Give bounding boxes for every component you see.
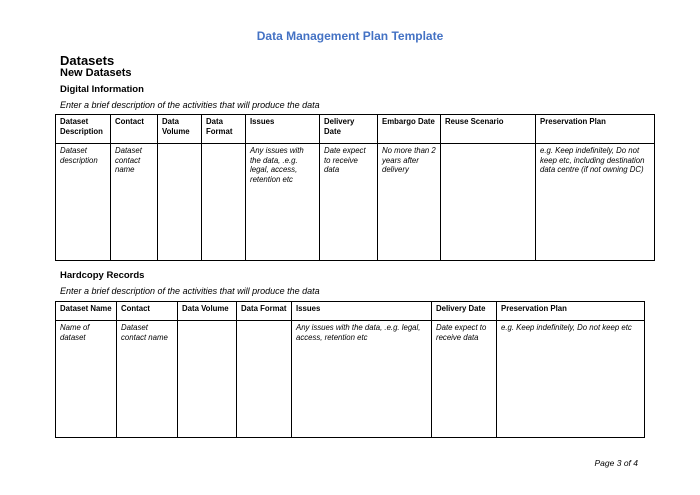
- col-issues: Issues: [292, 302, 432, 321]
- col-preservation-plan: Preservation Plan: [497, 302, 645, 321]
- col-contact: Contact: [111, 115, 158, 144]
- col-dataset-name: Dataset Name: [56, 302, 117, 321]
- cell-dataset-description: Dataset description: [56, 144, 111, 261]
- page-number: Page 3 of 4: [594, 458, 638, 468]
- table-row: [56, 144, 655, 261]
- hardcopy-records-heading: Hardcopy Records: [60, 270, 145, 281]
- col-delivery-date: Delivery Date: [320, 115, 378, 144]
- document-title: Data Management Plan Template: [256, 29, 444, 43]
- cell-data-format: [237, 321, 292, 438]
- cell-data-format: [202, 144, 246, 261]
- cell-data-volume: [158, 144, 202, 261]
- cell-contact: Dataset contact name: [117, 321, 178, 438]
- digital-header-row: [56, 115, 655, 144]
- cell-dataset-name: Name of dataset: [56, 321, 117, 438]
- cell-delivery-date: Date expect to receive data: [320, 144, 378, 261]
- cell-preservation-plan: e.g. Keep indefinitely, Do not keep etc, including destination data centre (if not owning DC): [536, 144, 655, 261]
- hardcopy-header-row: [56, 302, 645, 321]
- section-title: Datasets: [60, 53, 115, 68]
- col-data-volume: Data Volume: [178, 302, 237, 321]
- digital-intro: Enter a brief description of the activities that will produce the data: [60, 100, 320, 110]
- col-preservation-plan: Preservation Plan: [536, 115, 655, 144]
- col-delivery-date: Delivery Date: [432, 302, 497, 321]
- cell-reuse-scenario: [441, 144, 536, 261]
- col-embargo-date: Embargo Date: [378, 115, 441, 144]
- subsection-title: New Datasets: [60, 67, 132, 79]
- cell-data-volume: [178, 321, 237, 438]
- cell-issues: Any issues with the data, .e.g. legal, access, retention etc: [246, 144, 320, 261]
- col-contact: Contact: [117, 302, 178, 321]
- digital-information-table: [55, 114, 655, 261]
- col-dataset-description: Dataset Description: [56, 115, 111, 144]
- col-reuse-scenario: Reuse Scenario: [441, 115, 536, 144]
- col-data-format: Data Format: [237, 302, 292, 321]
- col-data-format: Data Format: [202, 115, 246, 144]
- table-row: [56, 321, 645, 438]
- cell-preservation-plan: e.g. Keep indefinitely, Do not keep etc: [497, 321, 645, 438]
- cell-issues: Any issues with the data, .e.g. legal, access, retention etc: [292, 321, 432, 438]
- col-issues: Issues: [246, 115, 320, 144]
- col-data-volume: Data Volume: [158, 115, 202, 144]
- cell-delivery-date: Date expect to receive data: [432, 321, 497, 438]
- hardcopy-records-table: [55, 301, 645, 438]
- cell-embargo-date: No more than 2 years after delivery: [378, 144, 441, 261]
- hardcopy-intro: Enter a brief description of the activities that will produce the data: [60, 286, 320, 296]
- cell-contact: Dataset contact name: [111, 144, 158, 261]
- digital-information-heading: Digital Information: [60, 84, 144, 95]
